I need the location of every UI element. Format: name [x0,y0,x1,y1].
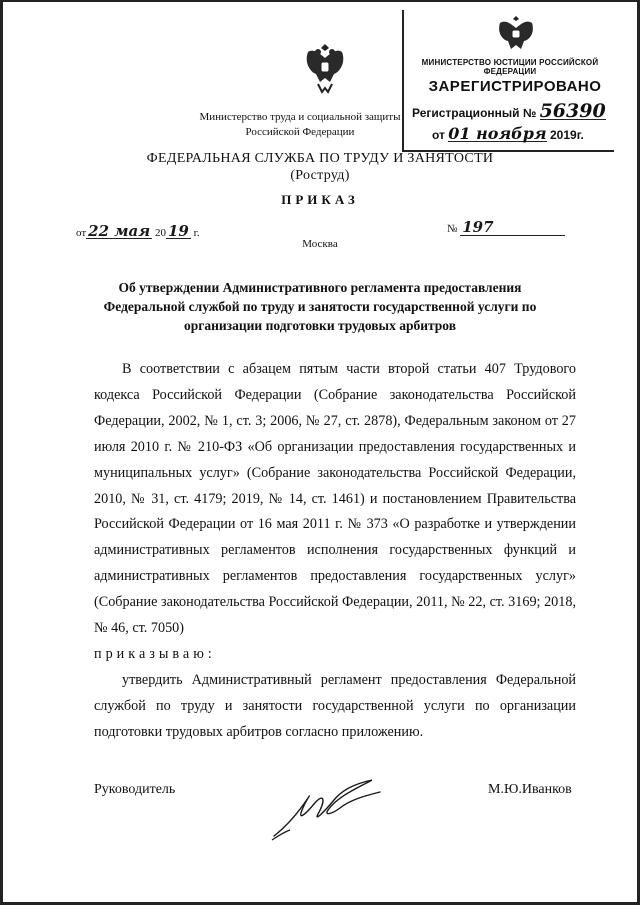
city: Москва [302,238,338,250]
date-day: 22 мая [88,222,151,240]
date-suffix: г. [193,227,200,239]
stamp-registration-number [412,100,606,122]
stamp-date-suffix: г. [576,128,584,142]
page-border [0,0,640,2]
page-border [0,0,3,905]
order-date [76,224,200,239]
stamp-date [432,126,584,142]
stamp-reg-number: 56390 [539,100,606,122]
stamp-date-value: 01 ноября [448,124,547,143]
preamble-paragraph: В соответствии с абзацем пятым части второй статьи 407 Трудового кодекса Российской Федерации (Собрание законодательства Российской Федерации, 2002, № 1, ст. 3; 2006, № 27, ст. 2878), Федеральным законом от 27 июля 2010 г. № 210-ФЗ «Об организации предоставления государственных и муниципальных услуг» (Собрание законодательства Российской Федерации, 2010, № 31, ст. 4179; 2019, № 14, ст. 1461) и постановлением Правительства Российской Федерации от 16 мая 2011 г. № 373 «О разработке и утверждении административных регламентов исполнения государственных функций и административных регламентов предоставления государственных услуг» (Собрание законодательства Российской Федерации, 2011, № 22, ст. 3169; 2018, № 46, ст. 7050) [94,361,576,637]
decree-word: приказываю: [94,645,216,662]
order-number [447,220,565,236]
date-year-prefix: 20 [154,227,166,239]
service-short: (Роструд) [290,168,350,183]
number-value: 197 [462,218,494,236]
stamp-date-label: от [432,128,445,142]
stamp-date-year: 2019 [550,128,577,142]
document-type: ПРИКАЗ [281,192,359,207]
document-body [94,357,576,746]
signer-name: М.Ю.Иванков [488,782,572,797]
coat-of-arms-icon [494,13,538,57]
signer-role: Руководитель [94,782,176,797]
ministry-name: Министерство труда и социальной защиты Российской Федерации [199,111,401,138]
decision-paragraph: утвердить Административный регламент предоставления Федеральной службой по труду и занятости государственной услуги по организации подготовки трудовых арбитров согласно приложению. [94,671,576,740]
stamp-ministry: МИНИСТЕРСТВО ЮСТИЦИИ РОССИЙСКОЙ ФЕДЕРАЦИИ [421,58,599,76]
date-prefix: от [76,227,87,239]
stamp-registered: ЗАРЕГИСТРИРОВАНО [428,78,602,95]
handwritten-signature [268,770,388,845]
coat-of-arms-icon [300,38,350,100]
date-year: 19 [167,222,189,240]
stamp-reg-label: Регистрационный № [412,106,537,120]
number-prefix: № [447,223,458,235]
service-name [130,150,510,184]
document-title: Об утверждении Административного регламента предоставления Федеральной службой по труду и занятости государственной услуги по организации подготовки трудовых арбитров [103,280,537,333]
service-title: ФЕДЕРАЛЬНАЯ СЛУЖБА ПО ТРУДУ И ЗАНЯТОСТИ [146,151,494,166]
